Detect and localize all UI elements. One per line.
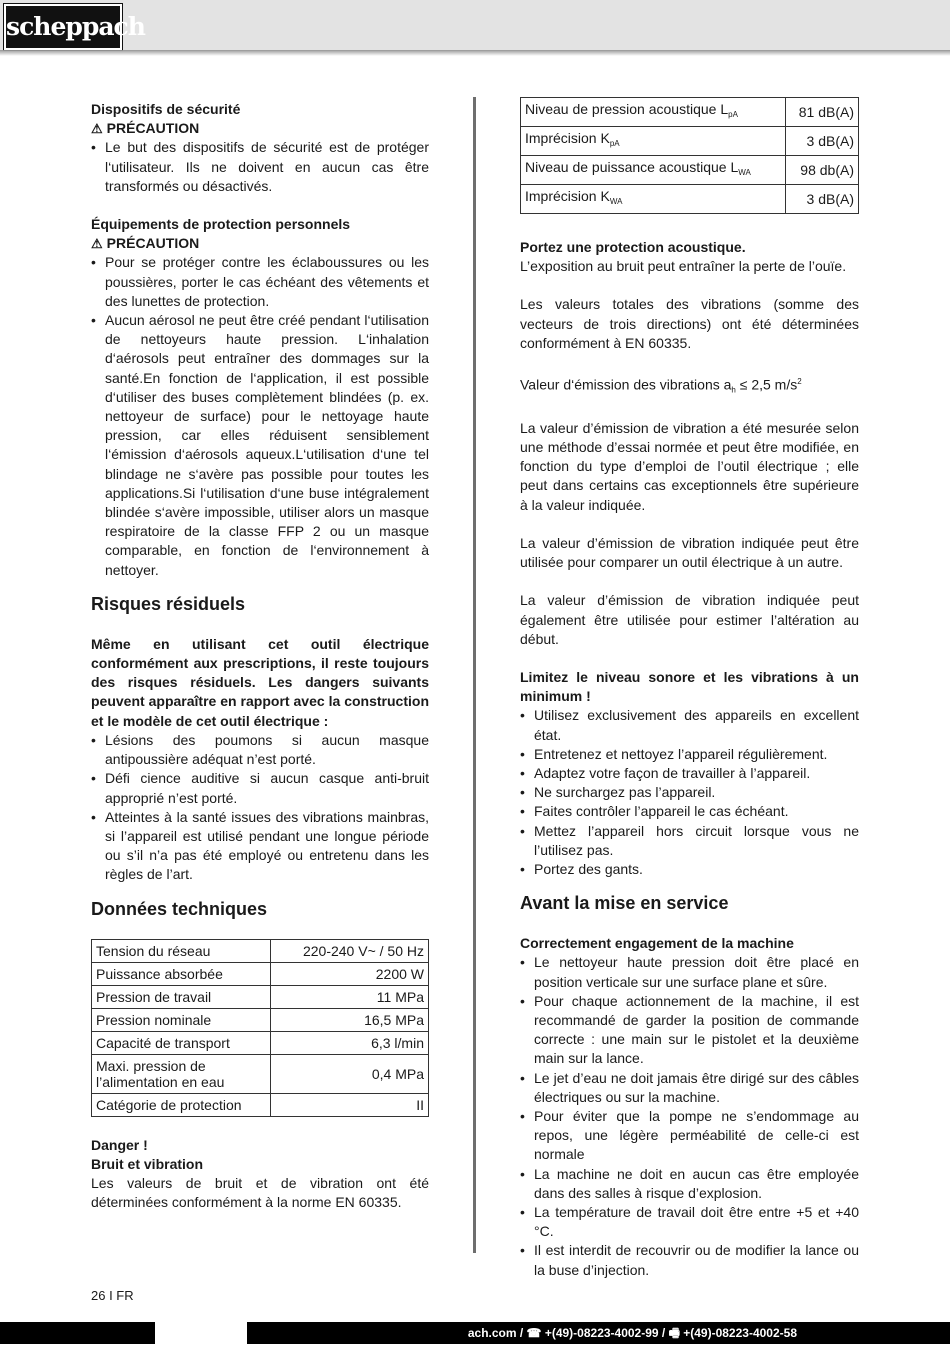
vibration-total-text: Les valeurs totales des vibrations (somme des vecteurs de trois directions) ont été déterminées conformément à EN 60335. [520, 296, 859, 351]
table-cell-value: 3 dB(A) [786, 127, 859, 156]
safety-list [91, 138, 429, 196]
ppe-list [91, 253, 429, 579]
residual-risks-heading: Risques résiduels [91, 593, 246, 614]
warning-icon: ⚠ [91, 121, 103, 137]
list-item: • Le nettoyeur haute pression doit être placé en position verticale sur une surface plane et sûre. [520, 953, 859, 991]
safety-devices-title: Dispositifs de sécurité [91, 101, 241, 117]
table-cell-label: Capacité de transport [92, 1031, 271, 1054]
list-item: • Adaptez votre façon de travailler à l’appareil. [520, 764, 859, 783]
table-cell-label: Imprécision $K_{pA}$ [521, 127, 786, 156]
vibration-paragraph: La valeur d’émission de vibration indiquée peut être utilisée pour comparer un outil électrique à un autre. [520, 534, 859, 571]
noise-vibration-text: Les valeurs de bruit et de vibration ont été déterminées conformément à la norme EN 60335. [91, 1174, 429, 1211]
list-item: • Le but des dispositifs de sécurité est de protéger l‘utilisateur. Ils ne doivent en aucun cas être transformés ou désactivés. [91, 138, 429, 196]
table-cell-value: 98 db(A) [786, 156, 859, 185]
vibration-paragraph: La valeur d’émission de vibration a été mesurée selon une méthode d’essai normée et peut être modifiée, en fonction du type d’emploi de l’outil électrique ; elle peut dans certains cas exceptionnels être supérieure à la valeur indiquée. [520, 419, 859, 513]
list-item: • Portez des gants. [520, 860, 859, 879]
list-item: • Aucun aérosol ne peut être créé pendant l‘utilisation de nettoyeurs haute pression. L‘inhalation d‘aérosols peut entraîner des dommages sur la santé.En fonction de l‘application, il est possible d‘utiliser des buses complètement blindées (p. ex. nettoyeur de surface) pour le nettoyage haute pression, car elles réduisent sensiblement l‘émission d‘aérosols aqueux.L‘utilisation d‘une tel blindage ne s‘avère pas possible pour toutes les applications.Si l‘utilisation d‘une buse intégralement blindée s‘avère impossible, utiliser alors un masque respiratoire de la classe FFP 2 ou un masque comparable, en fonction de l‘environnement à nettoyer. [91, 311, 429, 580]
table-cell-label: Pression nominale [92, 1008, 271, 1031]
vibration-paragraph: La valeur d’émission de vibration indiquée peut également être utilisée pour estimer l’altération au début. [520, 592, 859, 647]
list-item: • Défi cience auditive si aucun casque anti-bruit approprié n’est porté. [91, 769, 429, 807]
table-row [521, 98, 859, 127]
table-cell-label: Puissance absorbée [92, 962, 271, 985]
limit-list [520, 706, 859, 879]
hearing-protection-title: Portez une protection acoustique. [520, 239, 746, 255]
column-divider [473, 97, 476, 1253]
header-shadow [0, 50, 950, 56]
left-column [91, 100, 429, 1212]
vibration-value: Valeur d‘émission des vibrations $a_h \le 2,5$ $m/s^2$ [520, 376, 802, 395]
table-row [92, 985, 429, 1008]
table-cell-label: Imprécision $K_{WA}$ [521, 185, 786, 214]
table-row [92, 939, 429, 962]
table-row [521, 156, 859, 185]
ppe-title: Équipements de protection personnels [91, 216, 351, 233]
list-item: • Il est interdit de recouvrir ou de modifier la lance ou la buse d’injection. [520, 1241, 859, 1279]
table-cell-label: Tension du réseau [92, 939, 271, 962]
residual-intro: Même en utilisant cet outil électrique conformément aux prescriptions, il reste toujours des risques résiduels. Les dangers suivants peuvent apparaître en rapport avec la construction et le modèle de cet outil électrique : [91, 635, 429, 729]
table-cell-value: 220-240 V~ / 50 Hz [271, 939, 429, 962]
table-cell-label: Niveau de puissance acoustique $L_{WA}$ [521, 156, 786, 185]
list-item: • Pour éviter que la pompe ne s’endommage au repos, une légère perméabilité de celle-ci est normale [520, 1107, 859, 1165]
scheppach-logo: scheppach [4, 4, 122, 50]
table-row [92, 1008, 429, 1031]
table-row [92, 1031, 429, 1054]
list-item: • Pour se protéger contre les éclaboussures ou les poussières, porter le cas échéant des vêtements et des lunettes de protection. [91, 253, 429, 311]
table-cell-value: II [271, 1093, 429, 1116]
table-cell-label: Pression de travail [92, 985, 271, 1008]
table-cell-value: 2200 W [271, 962, 429, 985]
page-header [0, 0, 950, 51]
danger-label: Danger ! [91, 1136, 148, 1153]
table-row [92, 1093, 429, 1116]
hearing-protection-text: L’exposition au bruit peut entraîner la perte de l’ouïe. [520, 258, 847, 275]
table-cell-label: Maxi. pression de l’alimentation en eau [92, 1054, 271, 1093]
list-item: • Faites contrôler l’appareil le cas échéant. [520, 802, 859, 821]
limit-title: Limitez le niveau sonore et les vibrations à un minimum ! [520, 668, 859, 705]
list-item: • La machine ne doit en aucun cas être employée dans des salles à risque d’explosion. [520, 1165, 859, 1203]
table-cell-label: Niveau de pression acoustique $L_{pA}$ [521, 98, 786, 127]
table-cell-value: 6,3 l/min [271, 1031, 429, 1054]
footer-gap [155, 1322, 247, 1344]
table-cell-value: 11 MPa [271, 985, 429, 1008]
engagement-title: Correctement engagement de la machine [520, 935, 794, 952]
caution-label: ⚠ PRÉCAUTION [91, 234, 429, 253]
engagement-list [520, 953, 859, 1279]
noise-table [520, 97, 859, 214]
table-cell-value: 0,4 MPa [271, 1054, 429, 1093]
technical-data-table [91, 939, 429, 1117]
list-item: • Utilisez exclusivement des appareils en excellent état. [520, 706, 859, 744]
list-item: • Ne surchargez pas l’appareil. [520, 783, 859, 802]
right-column [520, 97, 859, 1280]
table-row [521, 127, 859, 156]
table-cell-value: 16,5 MPa [271, 1008, 429, 1031]
list-item: • Entretenez et nettoyez l’appareil régulièrement. [520, 745, 859, 764]
list-item: • Lésions des poumons si aucun masque antipoussière adéquat n’est porté. [91, 731, 429, 769]
before-use-heading: Avant la mise en service [520, 893, 729, 914]
table-cell-value: 3 dB(A) [786, 185, 859, 214]
list-item: • Atteintes à la santé issues des vibrations mainbras, si l’appareil est utilisé pendant une longue période ou s’il n’a pas été employé ou entretenu dans les règles de l’art. [91, 808, 429, 885]
table-cell-value: 81 dB(A) [786, 98, 859, 127]
table-cell-label: Catégorie de protection [92, 1093, 271, 1116]
list-item: • Mettez l’appareil hors circuit lorsque vous ne l’utilisez pas. [520, 822, 859, 860]
technical-data-heading: Données techniques [91, 898, 268, 919]
table-row [92, 1054, 429, 1093]
residual-list [91, 731, 429, 885]
table-row [521, 185, 859, 214]
list-item: • Pour chaque actionnement de la machine, il est recommandé de garder la position de commande correcte : une main sur le pistolet et la deuxième main sur la lance. [520, 992, 859, 1069]
table-row [92, 962, 429, 985]
footer-contact: ach.com / ☎ +(49)-08223-4002-99 / 🖷 +(49)-08223-4002-58 [467, 1326, 797, 1340]
list-item: • Le jet d’eau ne doit jamais être dirigé sur des câbles électriques ou sur la machine. [520, 1069, 859, 1107]
noise-vibration-title: Bruit et vibration [91, 1155, 204, 1172]
caution-label: ⚠ PRÉCAUTION [91, 119, 429, 138]
page-number: 26 I FR [91, 1288, 134, 1303]
warning-icon: ⚠ [91, 236, 103, 252]
list-item: • La température de travail doit être entre +5 et +40 °C. [520, 1203, 859, 1241]
